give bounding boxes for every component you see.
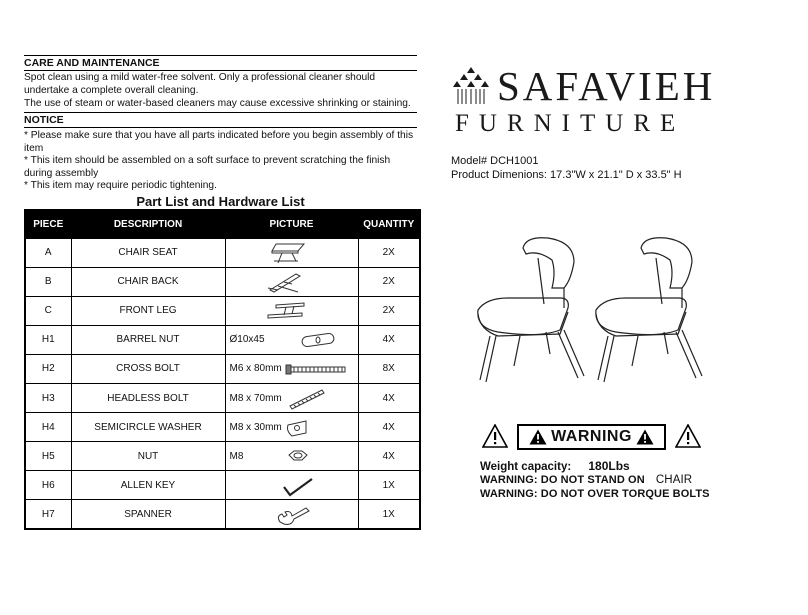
header-description: DESCRIPTION bbox=[71, 210, 225, 238]
stand-warning-text: WARNING: DO NOT STAND ON bbox=[480, 474, 645, 486]
spec-text: M8 bbox=[229, 450, 244, 462]
header-picture: PICTURE bbox=[225, 210, 358, 238]
piece-cell: H6 bbox=[25, 471, 71, 500]
picture-cell bbox=[225, 383, 358, 412]
picture-cell bbox=[225, 267, 358, 296]
stand-warning bbox=[480, 474, 692, 486]
quantity-cell: 4X bbox=[358, 413, 420, 442]
notice-item-1: * Please make sure that you have all parts indicated before you begin assembly of this item bbox=[24, 130, 414, 154]
quantity-cell: 2X bbox=[358, 267, 420, 296]
parts-table bbox=[24, 209, 421, 530]
table-row bbox=[25, 354, 420, 383]
warning-filled-icon bbox=[529, 429, 547, 445]
quantity-cell: 2X bbox=[358, 238, 420, 267]
chair-seat-icon bbox=[226, 241, 351, 266]
parts-table-header bbox=[25, 210, 420, 238]
piece-cell: H1 bbox=[25, 325, 71, 354]
notice-item-3: * This item may require periodic tightening. bbox=[24, 180, 217, 191]
spec-text: M8 x 70mm bbox=[229, 392, 282, 404]
care-heading: CARE AND MAINTENANCE bbox=[24, 57, 160, 69]
piece-cell: C bbox=[25, 296, 71, 325]
chair-back-icon bbox=[226, 270, 351, 295]
spec-text: M8 x 30mm bbox=[229, 421, 282, 433]
description-cell: CHAIR SEAT bbox=[71, 238, 225, 267]
description-cell: SEMICIRCLE WASHER bbox=[71, 413, 225, 442]
notice-item-2: * This item should be assembled on a soft surface to prevent scratching the finish during assembly bbox=[24, 155, 391, 179]
header-quantity: QUANTITY bbox=[358, 210, 420, 238]
care-heading-underline bbox=[24, 70, 417, 71]
piece-cell: H2 bbox=[25, 354, 71, 383]
weight-capacity-row bbox=[480, 459, 630, 473]
quantity-cell: 2X bbox=[358, 296, 420, 325]
brand-name: SAFAVIEH bbox=[497, 63, 716, 109]
table-row bbox=[25, 471, 420, 500]
chair-pair-illustration bbox=[468, 232, 708, 392]
brand-subtitle: FURNITURE bbox=[455, 110, 686, 137]
picture-cell bbox=[225, 500, 358, 529]
spec-text: Ø10x45 bbox=[229, 334, 265, 346]
table-row bbox=[25, 267, 420, 296]
warning-filled-icon bbox=[636, 429, 654, 445]
piece-cell: H3 bbox=[25, 383, 71, 412]
description-cell: HEADLESS BOLT bbox=[71, 383, 225, 412]
quantity-cell: 4X bbox=[358, 442, 420, 471]
product-info bbox=[451, 154, 682, 182]
picture-cell bbox=[225, 471, 358, 500]
table-row bbox=[25, 238, 420, 267]
picture-cell bbox=[225, 238, 358, 267]
quantity-cell: 4X bbox=[358, 383, 420, 412]
picture-cell bbox=[225, 296, 358, 325]
description-cell: BARREL NUT bbox=[71, 325, 225, 354]
front-leg-icon bbox=[226, 299, 351, 324]
model-number: Model# DCH1001 bbox=[451, 155, 539, 167]
warning-label: WARNING bbox=[551, 428, 632, 445]
quantity-cell: 1X bbox=[358, 500, 420, 529]
spec-text: M6 x 80mm bbox=[229, 363, 282, 375]
nut-icon bbox=[226, 444, 351, 469]
care-text-1: Spot clean using a mild water-free solvent. Only a professional cleaner should undertake a complete overall cleaning. bbox=[24, 72, 376, 96]
parts-table-title: Part List and Hardware List bbox=[136, 194, 305, 209]
warning-banner bbox=[517, 424, 666, 450]
picture-cell bbox=[225, 413, 358, 442]
table-row bbox=[25, 325, 420, 354]
description-cell: ALLEN KEY bbox=[71, 471, 225, 500]
piece-cell: A bbox=[25, 238, 71, 267]
quantity-cell: 8X bbox=[358, 354, 420, 383]
description-cell: CHAIR BACK bbox=[71, 267, 225, 296]
description-cell: SPANNER bbox=[71, 500, 225, 529]
table-row bbox=[25, 500, 420, 529]
warning-triangle-icon bbox=[675, 424, 701, 448]
notice-divider bbox=[24, 112, 417, 113]
care-text-2: The use of steam or water-based cleaners may cause excessive shrinking or staining. bbox=[24, 98, 411, 109]
description-cell: NUT bbox=[71, 442, 225, 471]
quantity-cell: 1X bbox=[358, 471, 420, 500]
warning-triangle-icon bbox=[482, 424, 508, 448]
table-row bbox=[25, 442, 420, 471]
allen-key-icon bbox=[226, 473, 351, 498]
picture-cell bbox=[225, 325, 358, 354]
quantity-cell: 4X bbox=[358, 325, 420, 354]
weight-capacity-value: 180Lbs bbox=[588, 459, 630, 473]
table-row bbox=[25, 296, 420, 325]
table-row bbox=[25, 413, 420, 442]
table-row bbox=[25, 383, 420, 412]
spanner-icon bbox=[226, 502, 351, 527]
torque-warning: WARNING: DO NOT OVER TORQUE BOLTS bbox=[480, 488, 710, 500]
chair-right-drawing bbox=[596, 238, 702, 382]
weight-capacity-label: Weight capacity: bbox=[480, 461, 572, 473]
picture-cell bbox=[225, 442, 358, 471]
piece-cell: H4 bbox=[25, 413, 71, 442]
description-cell: FRONT LEG bbox=[71, 296, 225, 325]
chair-left-drawing bbox=[478, 238, 584, 382]
top-divider bbox=[24, 55, 417, 56]
product-dimensions: Product Dimenions: 17.3"W x 21.1" D x 33.5" H bbox=[451, 169, 682, 181]
piece-cell: B bbox=[25, 267, 71, 296]
piece-cell: H7 bbox=[25, 500, 71, 529]
stand-warning-object: CHAIR bbox=[655, 474, 693, 486]
notice-heading: NOTICE bbox=[24, 114, 64, 126]
notice-heading-underline bbox=[24, 127, 417, 128]
picture-cell bbox=[225, 354, 358, 383]
piece-cell: H5 bbox=[25, 442, 71, 471]
safavieh-logo-icon bbox=[452, 66, 490, 106]
header-piece: PIECE bbox=[25, 210, 71, 238]
description-cell: CROSS BOLT bbox=[71, 354, 225, 383]
